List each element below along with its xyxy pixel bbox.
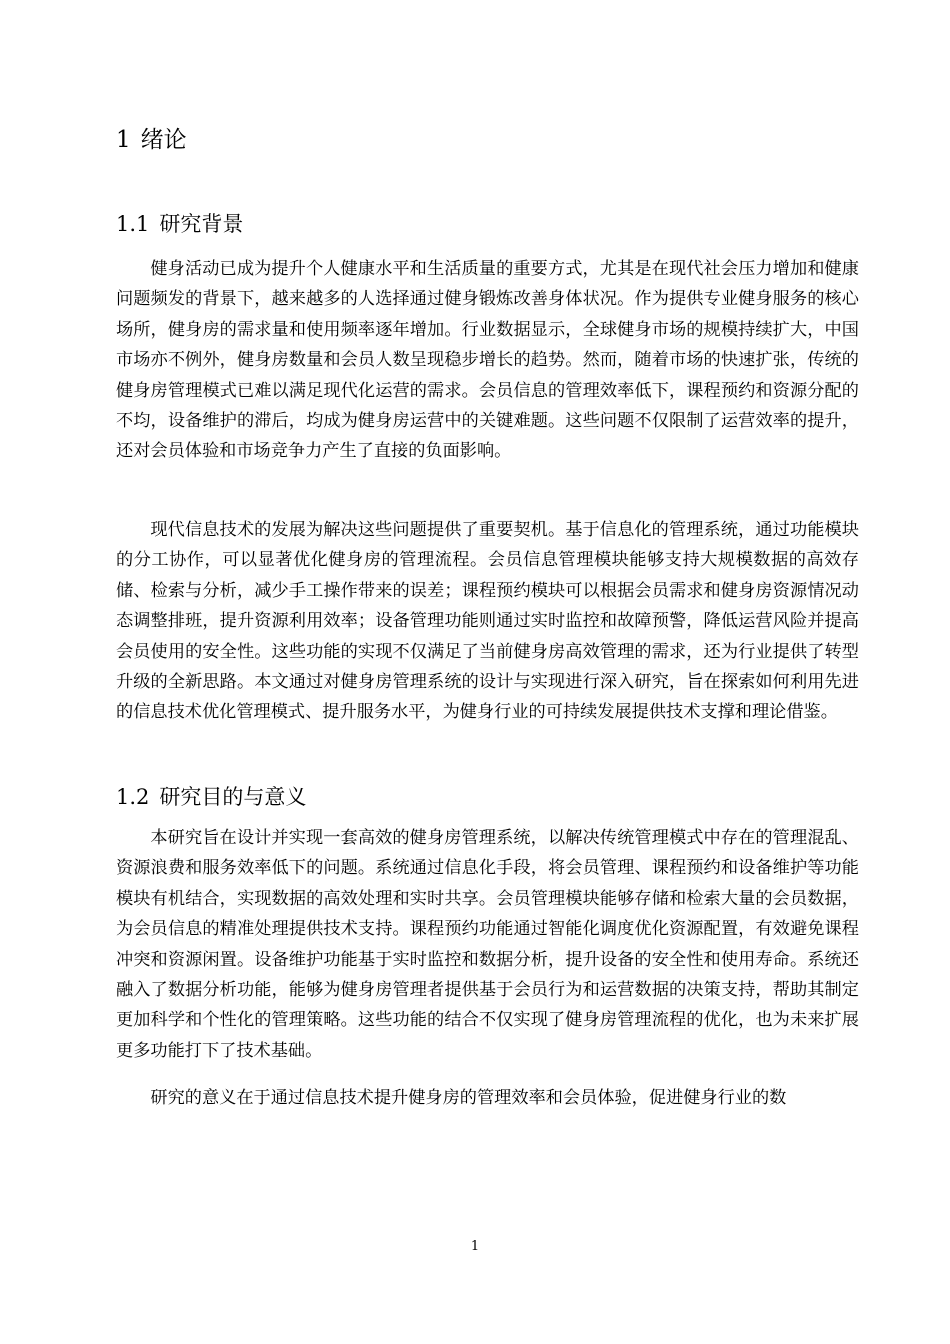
section-number: 1.2: [116, 785, 150, 809]
chapter-title: 绪论: [140, 127, 187, 153]
section-title: 研究背景: [159, 212, 244, 236]
page-number: 1: [470, 1239, 480, 1254]
chapter-heading: [116, 122, 187, 158]
section-number: 1.1: [116, 212, 150, 236]
section-heading-purpose: [116, 781, 306, 813]
paragraph-purpose-1: 本研究旨在设计并实现一套高效的健身房管理系统，以解决传统管理模式中存在的管理混乱、资源浪费和服务效率低下的问题。系统通过信息化手段，将会员管理、课程预约和设备维护等功能模块有机结合，实现数据的高效处理和实时共享。会员管理模块能够存储和检索大量的会员数据，为会员信息的精准处理提供技术支持。课程预约功能通过智能化调度优化资源配置，有效避免课程冲突和资源闲置。设备维护功能基于实时监控和数据分析，提升设备的安全性和使用寿命。系统还融入了数据分析功能，能够为健身房管理者提供基于会员行为和运营数据的决策支持，帮助其制定更加科学和个性化的管理策略。这些功能的结合不仅实现了健身房管理流程的优化，也为未来扩展更多功能打下了技术基础。: [116, 828, 859, 1061]
section-title: 研究目的与意义: [159, 785, 307, 809]
paragraph-purpose-2: 研究的意义在于通过信息技术提升健身房的管理效率和会员体验，促进健身行业的数: [150, 1088, 787, 1108]
section-heading-background: [116, 208, 243, 240]
chapter-number: 1: [116, 127, 131, 153]
paragraph-background-2: 现代信息技术的发展为解决这些问题提供了重要契机。基于信息化的管理系统，通过功能模块的分工协作，可以显著优化健身房的管理流程。会员信息管理模块能够支持大规模数据的高效存储、检索与分析，减少手工操作带来的误差；课程预约模块可以根据会员需求和健身房资源情况动态调整排班，提升资源利用效率；设备管理功能则通过实时监控和故障预警，降低运营风险并提高会员使用的安全性。这些功能的实现不仅满足了当前健身房高效管理的需求，还为行业提供了转型升级的全新思路。本文通过对健身房管理系统的设计与实现进行深入研究，旨在探索如何利用先进的信息技术优化管理模式、提升服务水平，为健身行业的可持续发展提供技术支撑和理论借鉴。: [116, 520, 859, 723]
paragraph-background-1: 健身活动已成为提升个人健康水平和生活质量的重要方式，尤其是在现代社会压力增加和健康问题频发的背景下，越来越多的人选择通过健身锻炼改善身体状况。作为提供专业健身服务的核心场所，健身房的需求量和使用频率逐年增加。行业数据显示，全球健身市场的规模持续扩大，中国市场亦不例外，健身房数量和会员人数呈现稳步增长的趋势。然而，随着市场的快速扩张，传统的健身房管理模式已难以满足现代化运营的需求。会员信息的管理效率低下，课程预约和资源分配的不均，设备维护的滞后，均成为健身房运营中的关键难题。这些问题不仅限制了运营效率的提升，还对会员体验和市场竞争力产生了直接的负面影响。: [116, 259, 859, 462]
